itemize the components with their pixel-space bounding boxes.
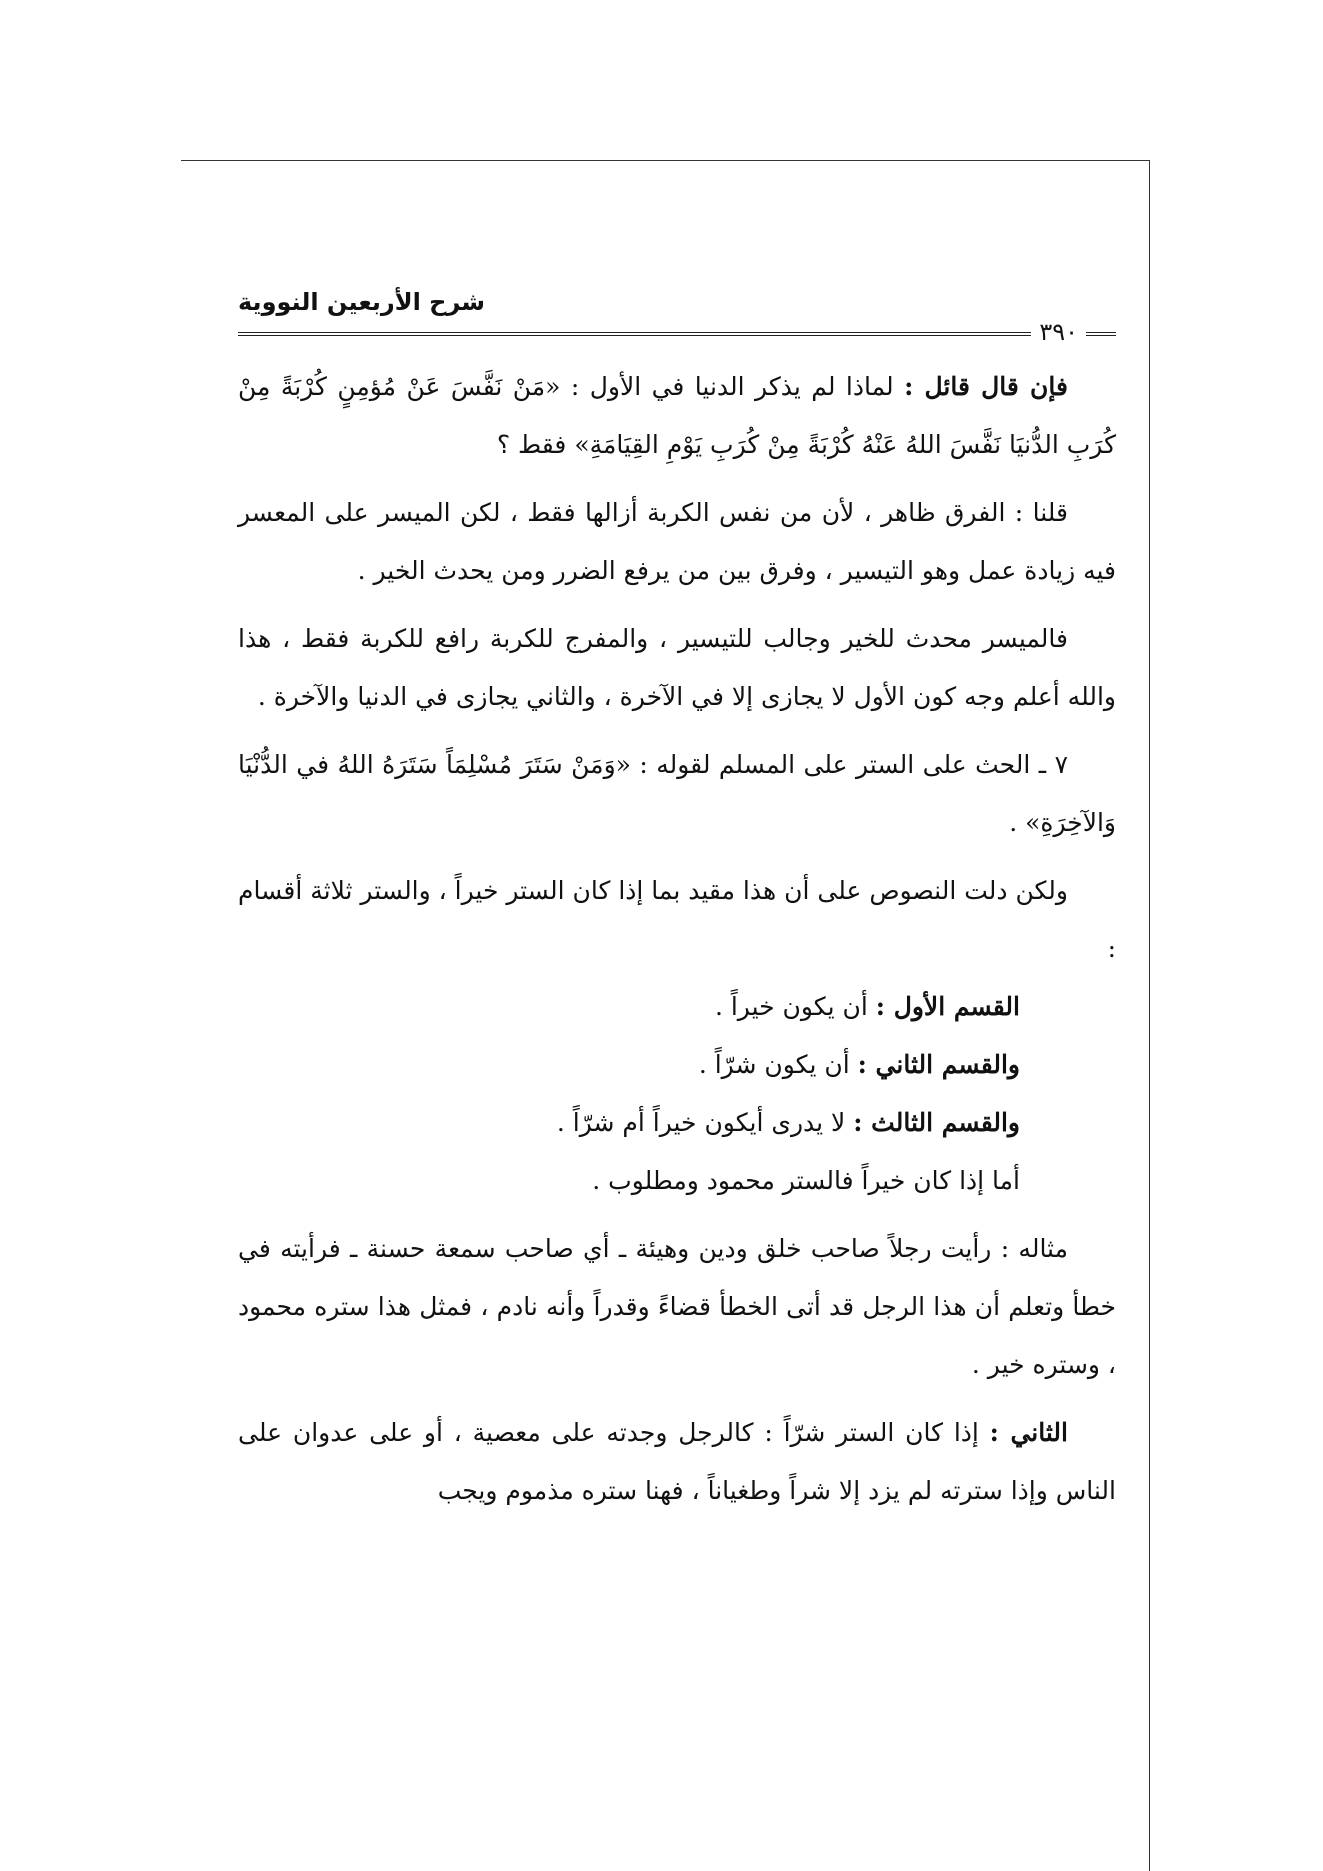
scan-frame-top-line — [181, 160, 1150, 161]
list-item — [238, 978, 1116, 1036]
paragraph-lead: فإن قال قائل : — [904, 372, 1068, 401]
list-item-text: أن يكون شرّاً . — [698, 1050, 858, 1079]
list-item-text: لا يدرى أيكون خيراً أم شرّاً . — [556, 1108, 854, 1137]
paragraph-text: قلنا : الفرق ظاهر ، لأن من نفس الكربة أزالها فقط ، لكن الميسر على المعسر فيه زيادة عمل وهو التيسير ، وفرق بين من يرفع الضرر ومن يحدث الخير . — [238, 498, 1116, 585]
page-body — [238, 358, 1116, 1520]
list-item-lead: القسم الأول : — [875, 992, 1020, 1021]
paragraph — [238, 736, 1116, 852]
list-item-text: أن يكون خيراً . — [714, 992, 876, 1021]
book-page — [238, 288, 1116, 1530]
paragraph-text: ولكن دلت النصوص على أن هذا مقيد بما إذا كان الستر خيراً ، والستر ثلاثة أقسام : — [238, 876, 1116, 963]
running-title: شرح الأربعين النووية — [238, 288, 485, 316]
paragraph — [238, 358, 1116, 474]
paragraph-text: مثاله : رأيت رجلاً صاحب خلق ودين وهيئة ـ أي صاحب سمعة حسنة ـ فرأيته في خطأ وتعلم أن هذا الرجل قد أتى الخطأ قضاءً وقدراً وأنه نادم ، فمثل هذا ستره محمود ، وستره خير . — [238, 1234, 1116, 1379]
paragraph — [238, 484, 1116, 600]
page-number: ٣٩٠ — [1031, 318, 1086, 346]
paragraph — [238, 1220, 1116, 1394]
list-item-lead: والقسم الثاني : — [857, 1050, 1020, 1079]
page-header — [238, 288, 1116, 348]
list-item — [238, 1094, 1116, 1152]
paragraph-lead: الثاني : — [989, 1418, 1068, 1447]
list-item — [238, 1152, 1116, 1210]
header-rule — [238, 332, 1116, 336]
paragraph-text: ٧ ـ الحث على الستر على المسلم لقوله : «وَمَنْ سَتَرَ مُسْلِمَاً سَتَرَهُ اللهُ في الدُّنْيَا وَالآخِرَةِ» . — [238, 750, 1116, 837]
list-item-lead: والقسم الثالث : — [853, 1108, 1020, 1137]
paragraph-text: فالميسر محدث للخير وجالب للتيسير ، والمفرج للكربة رافع للكربة فقط ، هذا والله أعلم وجه كون الأول لا يجازى إلا في الآخرة ، والثاني يجازى في الدنيا والآخرة . — [238, 624, 1116, 711]
scan-frame-right-line — [1149, 160, 1150, 1871]
paragraph — [238, 610, 1116, 726]
list-item-text: أما إذا كان خيراً فالستر محمود ومطلوب . — [592, 1166, 1020, 1195]
paragraph — [238, 862, 1116, 978]
list-item — [238, 1036, 1116, 1094]
paragraph-text: إذا كان الستر شرّاً : كالرجل وجدته على معصية ، أو على عدوان على الناس وإذا سترته لم يزد إلا شراً وطغياناً ، فهنا ستره مذموم ويجب — [238, 1418, 1116, 1505]
paragraph — [238, 1404, 1116, 1520]
paragraph-text: لماذا لم يذكر الدنيا في الأول : «مَنْ نَفَّسَ عَنْ مُؤمِنٍ كُرْبَةً مِنْ كُرَبِ الدُّنيَا نَفَّسَ اللهُ عَنْهُ كُرْبَةً مِنْ كُرَبِ يَوْمِ القِيَامَةِ» فقط ؟ — [238, 372, 1116, 459]
